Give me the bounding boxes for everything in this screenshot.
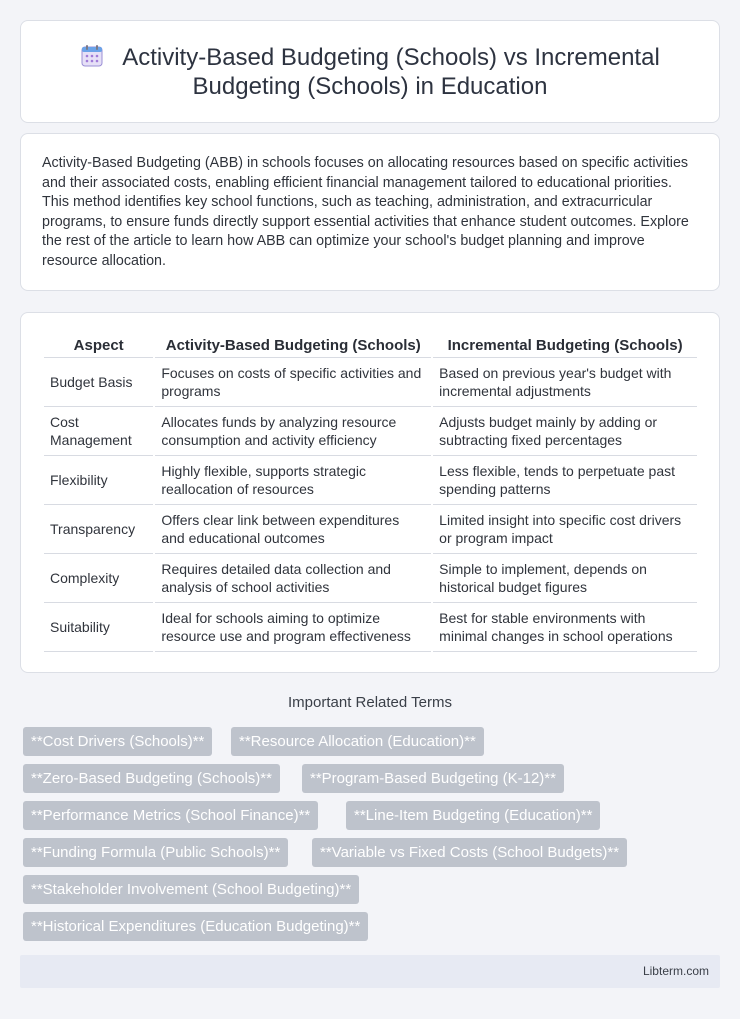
related-term-tag[interactable]: **Cost Drivers (Schools)**	[23, 727, 212, 756]
row-incremental: Simple to implement, depends on historical budget figures	[433, 554, 697, 603]
related-term-tag[interactable]: **Performance Metrics (School Finance)**	[23, 801, 318, 830]
header-incremental: Incremental Budgeting (Schools)	[433, 333, 697, 358]
row-activity-based: Allocates funds by analyzing resource consumption and activity efficiency	[155, 407, 431, 456]
row-activity-based: Offers clear link between expenditures and educational outcomes	[155, 505, 431, 554]
row-activity-based: Ideal for schools aiming to optimize resource use and program effectiveness	[155, 603, 431, 652]
related-term-tag[interactable]: **Resource Allocation (Education)**	[231, 727, 484, 756]
related-term-tag[interactable]: **Zero-Based Budgeting (Schools)**	[23, 764, 280, 793]
row-aspect: Complexity	[44, 554, 153, 603]
footer	[20, 955, 720, 988]
related-term-tag[interactable]: **Stakeholder Involvement (School Budgeting)**	[23, 875, 359, 904]
header-activity-based: Activity-Based Budgeting (Schools)	[155, 333, 431, 358]
related-term-tag[interactable]: **Funding Formula (Public Schools)**	[23, 838, 288, 867]
comparison-table	[42, 333, 699, 652]
row-aspect: Suitability	[44, 603, 153, 652]
row-incremental: Best for stable environments with minimal changes in school operations	[433, 603, 697, 652]
related-term-tag[interactable]: **Program-Based Budgeting (K-12)**	[302, 764, 564, 793]
page-title	[21, 43, 719, 101]
row-incremental: Based on previous year's budget with incremental adjustments	[433, 358, 697, 407]
row-aspect: Budget Basis	[44, 358, 153, 407]
row-activity-based: Highly flexible, supports strategic reallocation of resources	[155, 456, 431, 505]
table-row	[44, 358, 697, 407]
row-aspect: Flexibility	[44, 456, 153, 505]
title-card	[20, 20, 720, 123]
comparison-table-card	[20, 312, 720, 673]
table-row	[44, 603, 697, 652]
table-row	[44, 505, 697, 554]
row-aspect: Transparency	[44, 505, 153, 554]
row-incremental: Limited insight into specific cost drivers or program impact	[433, 505, 697, 554]
table-row	[44, 456, 697, 505]
row-incremental: Adjusts budget mainly by adding or subtracting fixed percentages	[433, 407, 697, 456]
calendar-icon	[80, 44, 104, 68]
related-term-tag[interactable]: **Line-Item Budgeting (Education)**	[346, 801, 600, 830]
row-activity-based: Requires detailed data collection and analysis of school activities	[155, 554, 431, 603]
title-line-2: Budgeting (Schools) in Education	[192, 73, 548, 100]
related-term-tag[interactable]: **Variable vs Fixed Costs (School Budgets)**	[312, 838, 627, 867]
footer-site-link[interactable]: Libterm.com	[642, 964, 709, 978]
row-activity-based: Focuses on costs of specific activities and programs	[155, 358, 431, 407]
row-aspect: Cost Management	[44, 407, 153, 456]
intro-card	[20, 133, 720, 291]
table-row	[44, 407, 697, 456]
header-aspect: Aspect	[44, 333, 153, 358]
table-header-row	[44, 333, 697, 358]
intro-paragraph: Activity-Based Budgeting (ABB) in schools focuses on allocating resources based on specific activities and their associated costs, enabling efficient financial management tailored to educational priorities. This method identifies key school functions, such as teaching, administration, and extracurricular programs, to ensure funds directly support essential activities that enhance student outcomes. Explore the rest of the article to learn how ABB can optimize your school's budget planning and improve resource allocation.	[42, 155, 689, 269]
title-line-1: Activity-Based Budgeting (Schools) vs Incremental	[122, 44, 660, 71]
table-row	[44, 554, 697, 603]
related-terms-heading: Important Related Terms	[288, 694, 452, 711]
row-incremental: Less flexible, tends to perpetuate past spending patterns	[433, 456, 697, 505]
related-term-tag[interactable]: **Historical Expenditures (Education Budgeting)**	[23, 912, 368, 941]
